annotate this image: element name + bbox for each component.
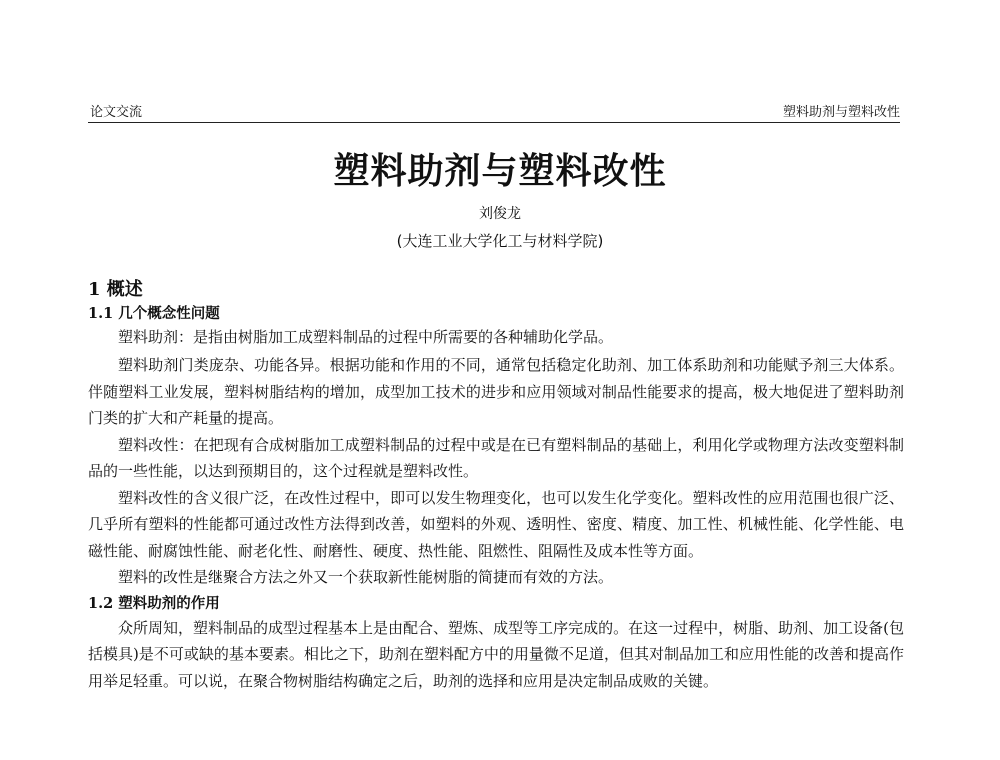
paragraph: 塑料助剂门类庞杂、功能各异。根据功能和作用的不同，通常包括稳定化助剂、加工体系助剂和功能赋予剂三大体系。伴随塑料工业发展，塑料树脂结构的增加，成型加工技术的进步和应用领域对制品性能要求的提高，极大地促进了塑料助剂门类的扩大和产耗量的提高。 [88, 356, 904, 427]
author-name: 刘俊龙 [479, 206, 521, 222]
paragraph: 众所周知，塑料制品的成型过程基本上是由配合、塑炼、成型等工序完成的。在这一过程中，树脂、助剂、加工设备(包括模具)是不可或缺的基本要素。相比之下，助剂在塑料配方中的用量微不足道，但其对制品加工和应用性能的改善和提高作用举足轻重。可以说，在聚合物树脂结构确定之后，助剂的选择和应用是决定制品成败的关键。 [88, 618, 904, 690]
running-header [88, 100, 900, 123]
header-section-label: 论文交流 [90, 105, 143, 120]
article-body [88, 277, 904, 694]
subsection-heading-concepts: 1.1 几个概念性问题 [88, 305, 220, 322]
paragraph: 塑料改性的含义很广泛，在改性过程中，即可以发生物理变化，也可以发生化学变化。塑料改性的应用范围也很广泛、几乎所有塑料的性能都可通过改性方法得到改善，如塑料的外观、透明性、密度、精度、加工性、机械性能、化学性能、电磁性能、耐腐蚀性能、耐老化性、耐磨性、硬度、热性能、阻燃性、阻隔性及成本性等方面。 [88, 488, 904, 560]
subsection-heading-additive-role: 1.2 塑料助剂的作用 [88, 594, 220, 612]
article-title: 塑料助剂与塑料改性 [333, 150, 667, 192]
author-affiliation: (大连工业大学化工与材料学院) [396, 232, 604, 250]
header-article-title: 塑料助剂与塑料改性 [782, 105, 900, 120]
paragraph: 塑料助剂：是指由树脂加工成塑料制品的过程中所需要的各种辅助化学品。 [118, 328, 614, 346]
paragraph: 塑料的改性是继聚合方法之外又一个获取新性能树脂的简捷而有效的方法。 [118, 568, 614, 586]
paragraph: 塑料改性：在把现有合成树脂加工成塑料制品的过程中或是在已有塑料制品的基础上，利用化学或物理方法改变塑料制品的一些性能，以达到预期目的，这个过程就是塑料改性。 [88, 435, 904, 480]
section-heading-overview: 1 概述 [88, 279, 143, 300]
